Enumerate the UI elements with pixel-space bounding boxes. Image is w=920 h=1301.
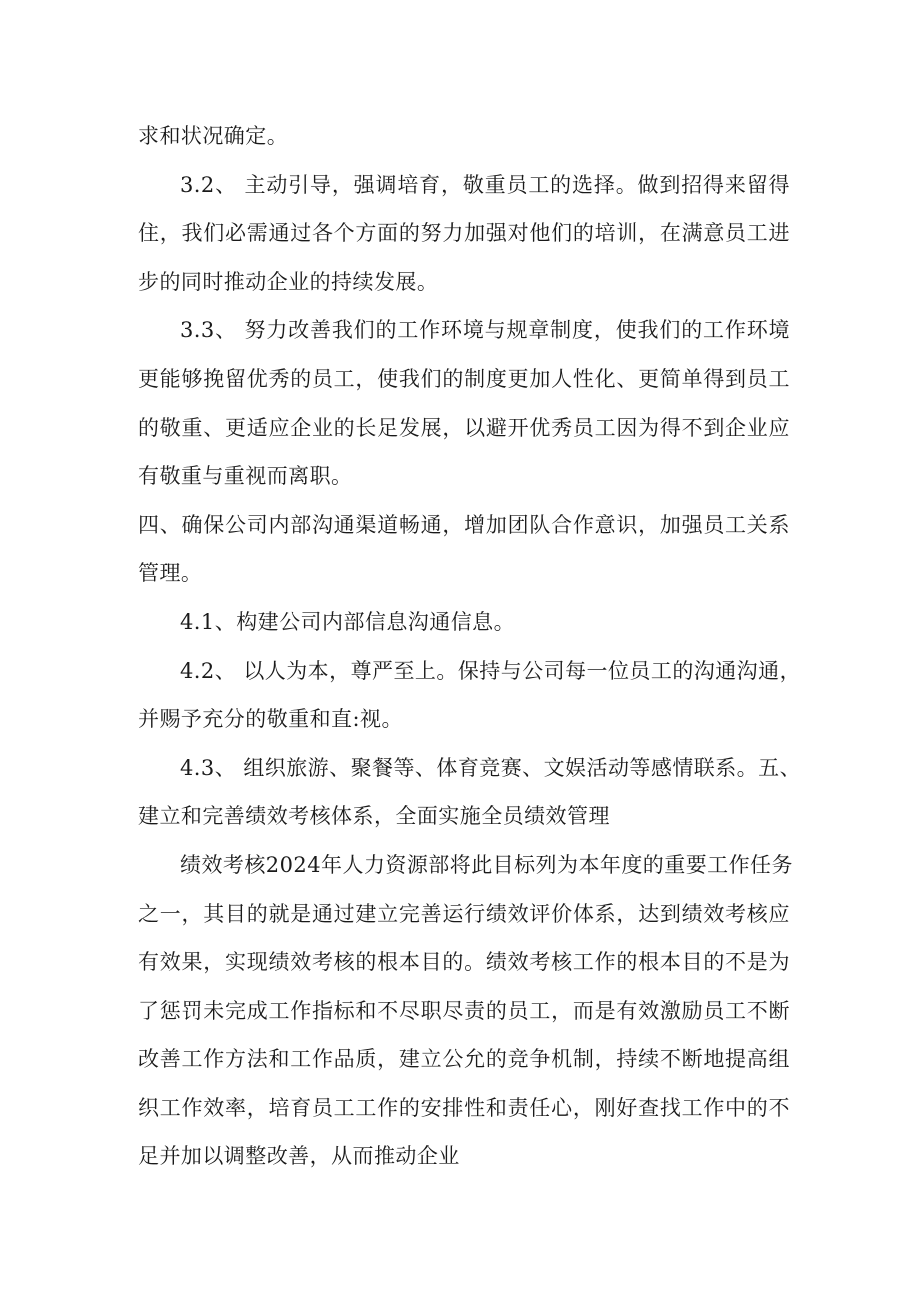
text-line: 3.3、 努力改善我们的工作环境与规章制度，使我们的工作环境 <box>180 318 790 343</box>
text-line: 更能够挽留优秀的员工，使我们的制度更加人性化、更简单得到员工 <box>138 366 790 391</box>
text-line: 足并加以调整改善，从而推动企业 <box>138 1144 460 1169</box>
text-line: 建立和完善绩效考核体系，全面实施全员绩效管理 <box>138 804 610 829</box>
text-line: 求和状况确定。 <box>138 124 289 148</box>
text-line: 住，我们必需通过各个方面的努力加强对他们的培训，在满意员工进 <box>138 221 790 246</box>
text-line: 改善工作方法和工作品质，建立公允的竞争机制，持续不断地提高组 <box>138 1047 790 1072</box>
text-line: 并赐予充分的敬重和直:视。 <box>138 707 403 732</box>
text-line: 的敬重、更适应企业的长足发展，以避开优秀员工因为得不到企业应 <box>138 415 790 440</box>
text-line: 管理。 <box>138 561 203 586</box>
text-line: 3.2、 主动引导，强调培育，敬重员工的选择。做到招得来留得 <box>180 172 790 197</box>
text-line: 绩效考核2024年人力资源部将此目标列为本年度的重要工作任务 <box>180 852 793 877</box>
text-line: 有效果，实现绩效考核的根本目的。绩效考核工作的根本目的不是为 <box>138 950 790 975</box>
document-body <box>138 112 802 1181</box>
text-line: 4.1、构建公司内部信息沟通信息。 <box>180 609 516 634</box>
text-line: 4.3、 组织旅游、聚餐等、体育竞赛、文娱活动等感情联系。五、 <box>180 755 802 780</box>
text-line: 四、确保公司内部沟通渠道畅通，增加团队合作意识，加强员工关系 <box>138 512 790 537</box>
text-line: 之一，其目的就是通过建立完善运行绩效评价体系，达到绩效考核应 <box>138 901 790 926</box>
text-line: 有敬重与重视而离职。 <box>138 464 353 489</box>
text-line: 步的同时推动企业的持续发展。 <box>138 269 439 294</box>
text-line: 4.2、 以人为本，尊严至上。保持与公司每一位员工的沟通沟通， <box>180 658 802 683</box>
text-line: 了惩罚未完成工作指标和不尽职尽责的员工，而是有效激励员工不断 <box>138 998 790 1023</box>
text-line: 织工作效率，培育员工工作的安排性和责任心，刚好查找工作中的不 <box>138 1095 790 1120</box>
